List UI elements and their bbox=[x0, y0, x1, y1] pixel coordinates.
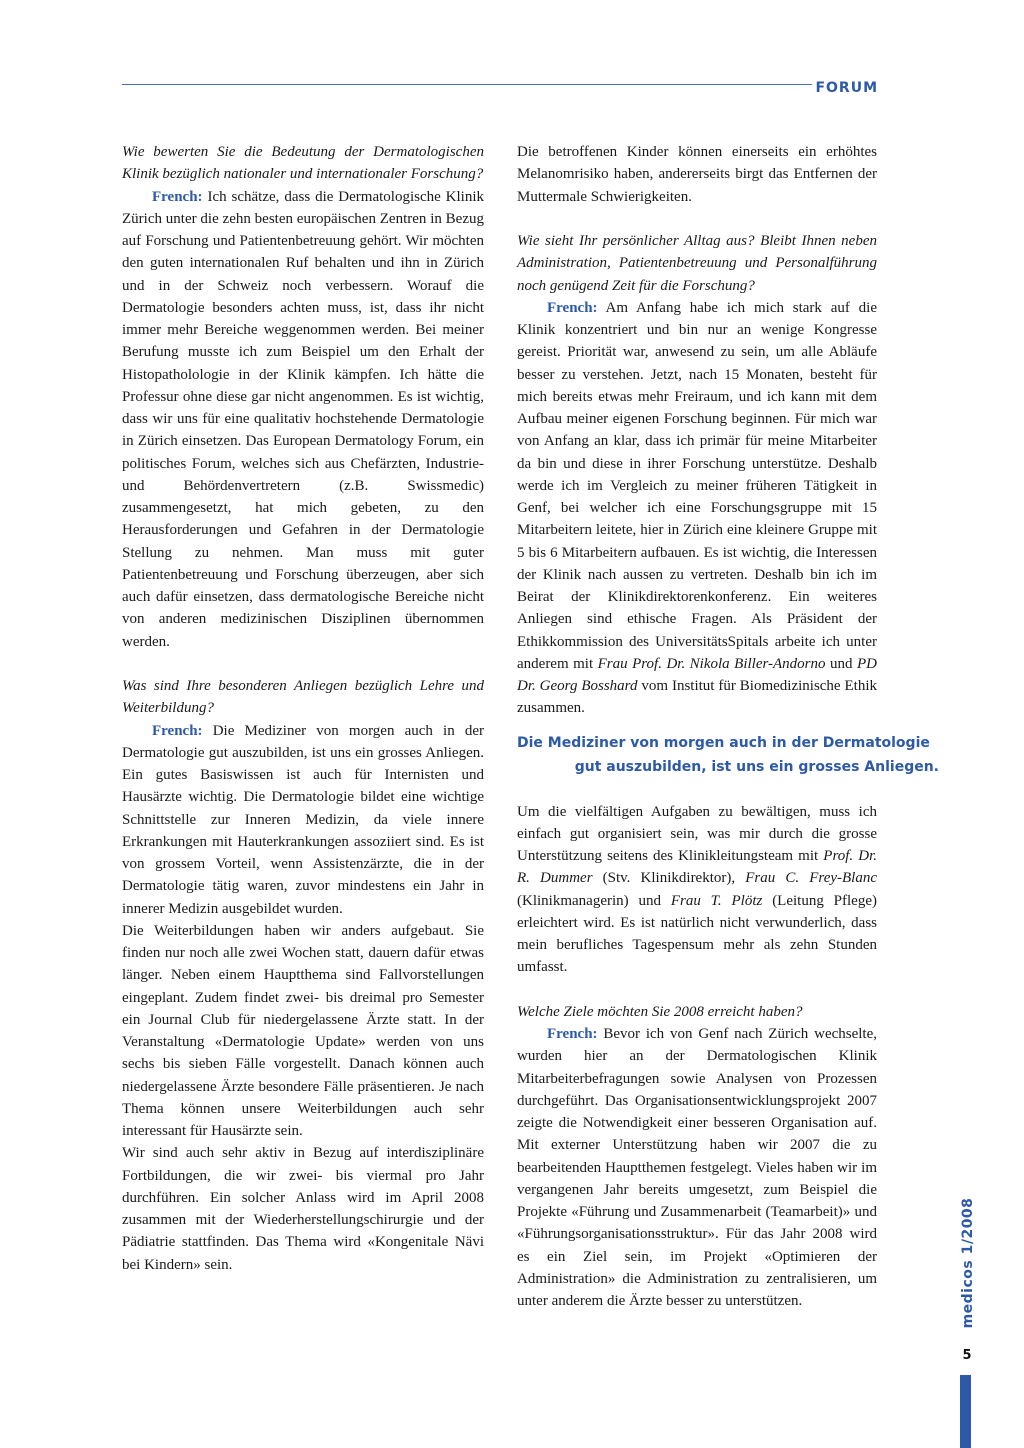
answer-2-text: Die Mediziner von morgen auch in der Dermatologie gut auszubilden, ist uns ein grosses Anliegen. Ein gutes Basiswissen ist auch für Internisten und Hausärzte wichtig. Die Dermatologie bildet eine wichtige Schnittstelle zur Inneren Medizin, da viele innere Erkrankungen mit Hauterkrankungen assoziiert sind. Es ist von grossem Vorteil, wenn Assistenzärzte, die in der Dermatologie tätig waren, zuvor mindestens ein Jahr in innerer Medizin ausgebildet wurden. bbox=[122, 722, 485, 917]
answer-3-text-end: vom Institut für Biomedizinische Ethik zusammen. bbox=[517, 678, 878, 717]
question-2: Was sind Ihre besonderen Anliegen bezüglich Lehre und Weiterbildung? bbox=[122, 678, 484, 717]
conjunction: und bbox=[830, 655, 853, 672]
header-rule bbox=[122, 84, 812, 85]
side-color-bar bbox=[960, 1375, 971, 1448]
right-column bbox=[517, 141, 939, 1312]
person-name: Frau C. Frey-Blanc bbox=[745, 870, 877, 887]
issue-label-text: medicos 1/2008 bbox=[960, 1197, 976, 1328]
paragraph-text: Um die vielfältigen Aufgaben zu bewältigen, muss ich einfach gut organisiert sein, was mir durch die grosse Unterstützung seitens des Klinikleitungsteam mit bbox=[517, 803, 877, 864]
pull-quote-line-2: gut auszubilden, ist uns ein grosses Anliegen. bbox=[574, 758, 939, 775]
person-role: (Klinikmanagerin) und bbox=[517, 892, 661, 909]
question-3: Wie sieht Ihr persönlicher Alltag aus? Bleibt Ihnen neben Administration, Patientenbetreuung und Personalführung noch genügend Zeit für die Forschung? bbox=[517, 233, 877, 294]
pull-quote-line-1: Die Mediziner von morgen auch in der Dermatologie bbox=[517, 734, 930, 751]
pull-quote bbox=[517, 731, 939, 779]
speaker-label: French: bbox=[547, 299, 598, 316]
speaker-label: French: bbox=[152, 188, 203, 205]
paragraph-gap bbox=[517, 208, 877, 230]
speaker-label: French: bbox=[152, 722, 203, 739]
answer-4-text: Bevor ich von Genf nach Zürich wechselte, wurden hier an der Dermatologischen Klinik Mitarbeiterbefragungen sowie Analysen von Prozessen durchgeführt. Das Organisationsentwicklungsprojekt 2007 zeigte die Notwendigkeit einer besseren Organisation auf. Mit externer Unterstützung haben wir 2007 die zu bearbeitenden Hauptthemen festgelegt. Vieles haben wir im vergangenen Jahr bereits umgesetzt, zum Beispiel die Projekte «Führung und Zusammenarbeit (Teamarbeit)» und «Führungsorganisationsstruktur». Für das Jahr 2008 wird es ein Ziel sein, im Projekt «Optimieren der Administration» die Administration zu zentralisieren, um unter anderem die Ärzte besser zu unterstützen. bbox=[517, 1026, 877, 1309]
paragraph-fortbildungen: Wir sind auch sehr aktiv in Bezug auf interdisziplinäre Fortbildungen, die wir zwei- bis viermal pro Jahr durchführen. Ein solcher Anlass wird im April 2008 zusammen mit der Wiederherstellungschirurgie und der Pädiatrie stattfinden. Das Thema wird «Kongenitale Nävi bei Kindern» sein. bbox=[122, 1145, 484, 1273]
paragraph-organisation bbox=[517, 801, 877, 979]
answer-3 bbox=[517, 297, 877, 720]
section-label: FORUM bbox=[815, 80, 878, 96]
question-4: Welche Ziele möchten Sie 2008 erreicht haben? bbox=[517, 1003, 803, 1020]
page-number: 5 bbox=[962, 1348, 972, 1363]
paragraph-weiterbildungen: Die Weiterbildungen haben wir anders aufgebaut. Sie finden nur noch alle zwei Wochen statt, dauern dafür etwas länger. Neben einem Hauptthema sind Fallvorstellungen eingeplant. Zudem findet zwei- bis dreimal pro Semester ein Journal Club für niedergelassene Ärzte statt. In der Veranstaltung «Dermatologie Update» werden von uns sechs bis sieben Fälle vorgestellt. Danach können auch niedergelassene Ärzte besondere Fälle präsentieren. Je nach Thema können unsere Weiterbildungen auch sehr interessant für Hausärzte sein. bbox=[122, 922, 484, 1139]
paragraph-gap bbox=[517, 979, 877, 1001]
answer-4 bbox=[517, 1023, 877, 1312]
answer-3-text: Am Anfang habe ich mich stark auf die Klinik konzentriert und bin nur an wenige Kongresse gereist. Priorität war, anwesend zu sein, um alle Abläufe besser zu verstehen. Jetzt, nach 15 Monaten, besteht für mich bereits etwas mehr Freiraum, und ich kann mit dem Aufbau meiner eigenen Forschung beginnen. Für mich war von Anfang an klar, dass ich primär für meine Mitarbeiter da bin und diese in ihrer Forschung unterstütze. Deshalb werde ich im Vergleich zu meiner früheren Tätigkeit in Genf, bei welcher ich eine Forschungsgruppe mit 15 Mitarbeitern leitete, hier in Zürich eine kleinere Gruppe mit 5 bis 6 Mitarbeitern aufbauen. Es ist wichtig, die Interessen der Klinik nach aussen zu vertreten. Deshalb bin ich im Beirat der Klinikdirektorenkonferenz. Ein weiteres Anliegen sind ethische Fragen. Als Präsident der Ethikkommission des UniversitätsSpitals arbeite ich unter anderem mit bbox=[517, 299, 877, 672]
person-role: (Stv. Klinikdirektor), bbox=[602, 870, 736, 887]
paragraph-kinder: Die betroffenen Kinder können einerseits ein erhöhtes Melanomrisiko haben, andererseits birgt das Entfernen der Muttermale Schwierigkeiten. bbox=[517, 144, 877, 205]
answer-2 bbox=[122, 720, 484, 920]
person-name: Frau Prof. Dr. Nikola Biller-Andorno bbox=[597, 655, 826, 672]
paragraph-text-end: (Leitung Pflege) erleichtert wird. Es ist natürlich nicht verwunderlich, dass mein berufliches Tagespensum mehr als zehn Stunden umfasst. bbox=[517, 892, 877, 976]
speaker-label: French: bbox=[547, 1026, 598, 1042]
person-name: Prof. Dr. R. Dummer bbox=[517, 848, 878, 887]
answer-1-text: Ich schätze, dass die Dermatologische Klinik Zürich unter die zehn besten europäischen Zentren in Bezug auf Forschung und Patientenbetreuung gehört. Wir möchten den guten internationalen Ruf behalten und ihn in Zürich und in der Schweiz noch verbessern. Worauf die Dermatologie besonders achten muss, ist, dass ihr nicht immer mehr Bereiche weggenommen werden. Bei meiner Berufung musste ich zum Beispiel um den Erhalt der Histopatholologie in der Klinik kämpfen. Ich hätte die Professur ohne diese gar nicht angenommen. Es ist wichtig, dass wir uns für eine qualitativ hochstehende Dermatologie in Zürich einsetzen. Das European Dermatology Forum, ein politisches Forum, welches sich aus Chefärzten, Industrie- und Behördenvertretern (z.B. Swissmedic) zusammengesetzt, hat mich gebeten, zu den Herausforderungen und Gefahren in der Dermatologie Stellung zu nehmen. Man muss mit guter Patientenbetreuung und Forschung überzeugen, aber sich auch dafür einsetzen, dass dermatologische Bereiche nicht von anderen medizinischen Disziplinen übernommen werden. bbox=[122, 188, 485, 650]
question-1: Wie bewerten Sie die Bedeutung der Dermatologischen Klinik bezüglich nationaler und internationaler Forschung? bbox=[122, 144, 484, 183]
person-name: Frau T. Plötz bbox=[670, 892, 763, 909]
paragraph-gap bbox=[122, 653, 484, 675]
issue-label bbox=[948, 1197, 988, 1328]
left-column bbox=[122, 141, 484, 1276]
person-name: PD Dr. Georg Bosshard bbox=[517, 655, 877, 694]
answer-1 bbox=[122, 186, 484, 653]
